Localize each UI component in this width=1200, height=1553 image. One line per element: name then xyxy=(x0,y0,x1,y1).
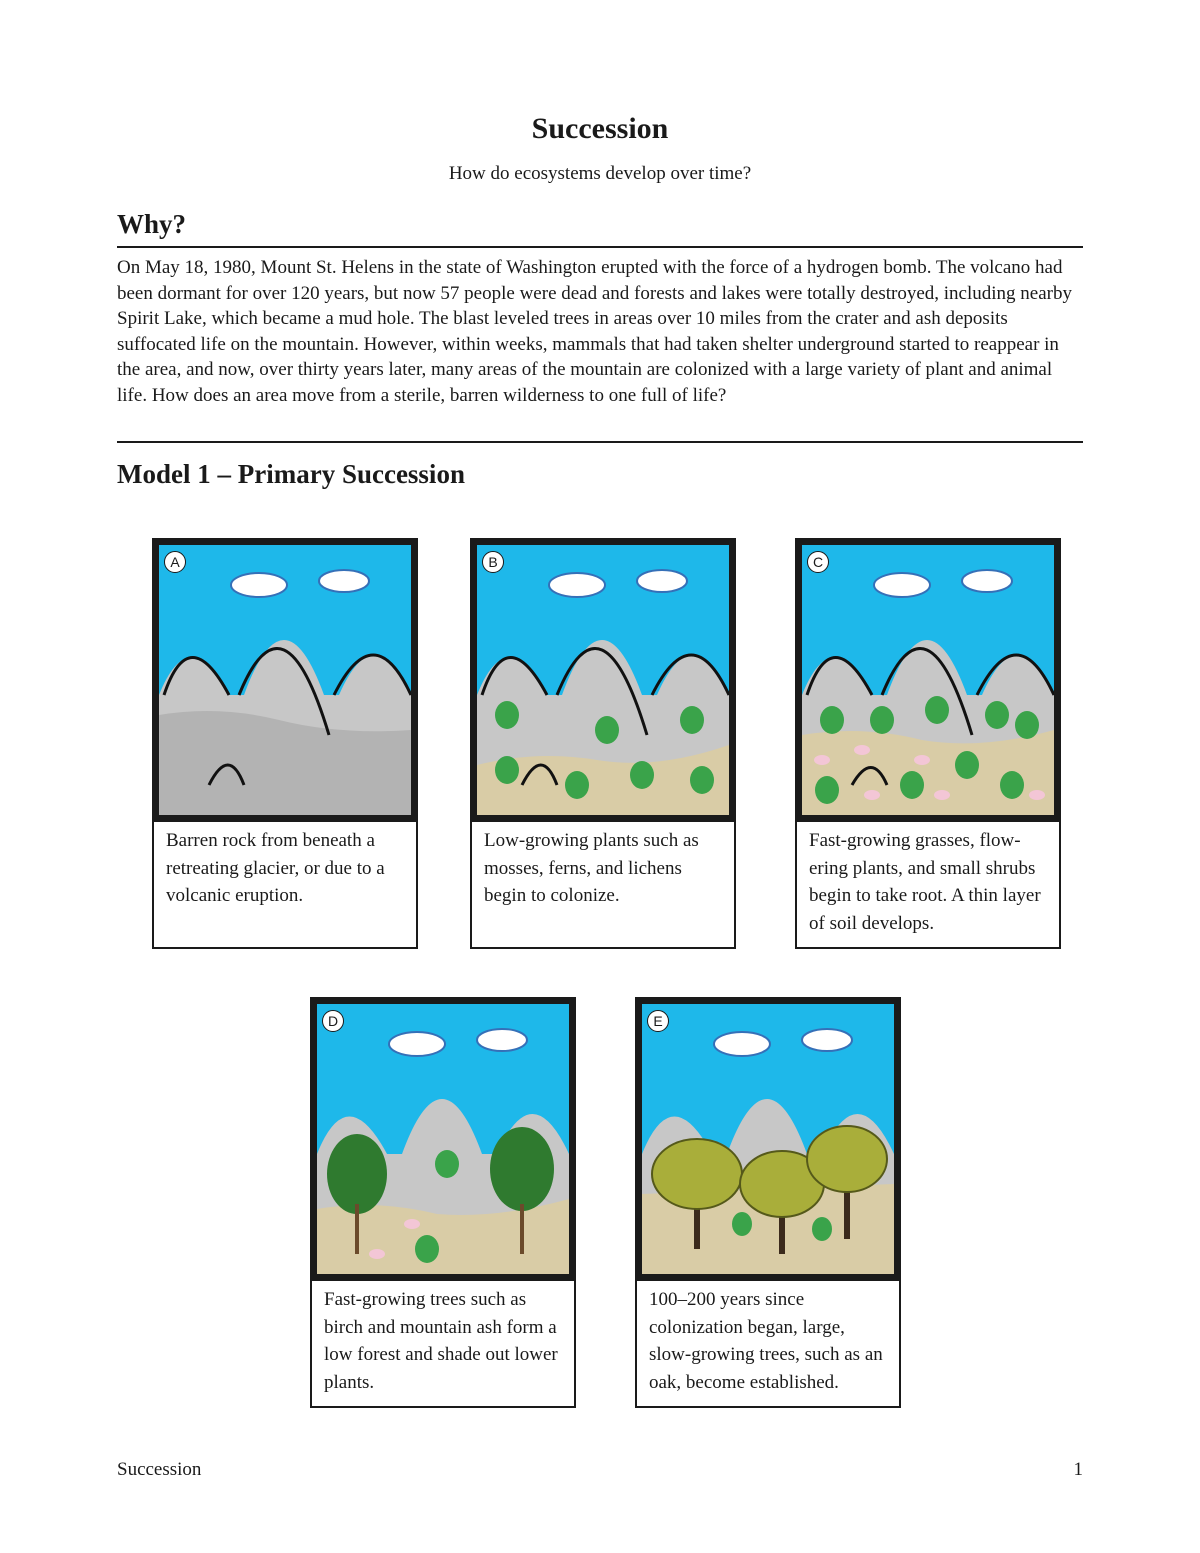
panel-label: E xyxy=(647,1010,669,1032)
panel-c-illustration xyxy=(795,538,1061,822)
panel-a-illustration xyxy=(152,538,418,822)
divider xyxy=(117,441,1083,443)
model-heading: Model 1 – Primary Succession xyxy=(117,459,465,489)
barren-rock-scene xyxy=(159,545,411,815)
why-paragraph: On May 18, 1980, Mount St. Helens in the state of Washington erupted with the force of a hydrogen bomb. The volcano had been dormant for over 120 years, but now 57 people were dead and forests and lakes were totally destroyed, including nearby Spirit Lake, which became a mud hole. The blast leveled trees in areas over 10 miles from the crater and ash deposits suffocated life on the mountain. However, within weeks, mammals that had taken shelter underground started to reappear in the area, and now, over thirty years later, many areas of the mountain are colonized with a large variety of plant and animal life. How does an area move from a sterile, barren wilderness to one full of life? xyxy=(117,257,1072,406)
panel-b-illustration xyxy=(470,538,736,822)
panel-label: D xyxy=(322,1010,344,1032)
panel-e-caption: 100–200 years since colonization began, large, slow-growing trees, such as an oak, become established. xyxy=(635,1281,901,1408)
climax-forest-scene xyxy=(642,1004,894,1274)
panel-e-illustration xyxy=(635,997,901,1281)
panel-label: C xyxy=(807,551,829,573)
panel-c-caption: Fast-growing grasses, flow-ering plants, and small shrubs begin to take root. A thin layer of soil develops. xyxy=(795,822,1061,949)
footer-title: Succession xyxy=(117,1459,202,1480)
pioneer-plants-scene xyxy=(477,545,729,815)
low-forest-scene xyxy=(317,1004,569,1274)
page-number: 1 xyxy=(1073,1459,1083,1480)
panel-d-illustration xyxy=(310,997,576,1281)
panel-d-caption: Fast-growing trees such as birch and mountain ash form a low forest and shade out lower plants. xyxy=(310,1281,576,1408)
grasses-shrubs-scene xyxy=(802,545,1054,815)
page-subtitle: How do ecosystems develop over time? xyxy=(448,163,752,184)
panel-label: B xyxy=(482,551,504,573)
panel-label: A xyxy=(164,551,186,573)
page-title: Succession xyxy=(531,112,669,145)
panel-a-caption: Barren rock from beneath a retreating glacier, or due to a volcanic eruption. xyxy=(152,822,418,949)
panel-b-caption: Low-growing plants such as mosses, ferns, and lichens begin to colonize. xyxy=(470,822,736,949)
why-heading: Why? xyxy=(117,209,187,239)
divider xyxy=(117,246,1083,248)
